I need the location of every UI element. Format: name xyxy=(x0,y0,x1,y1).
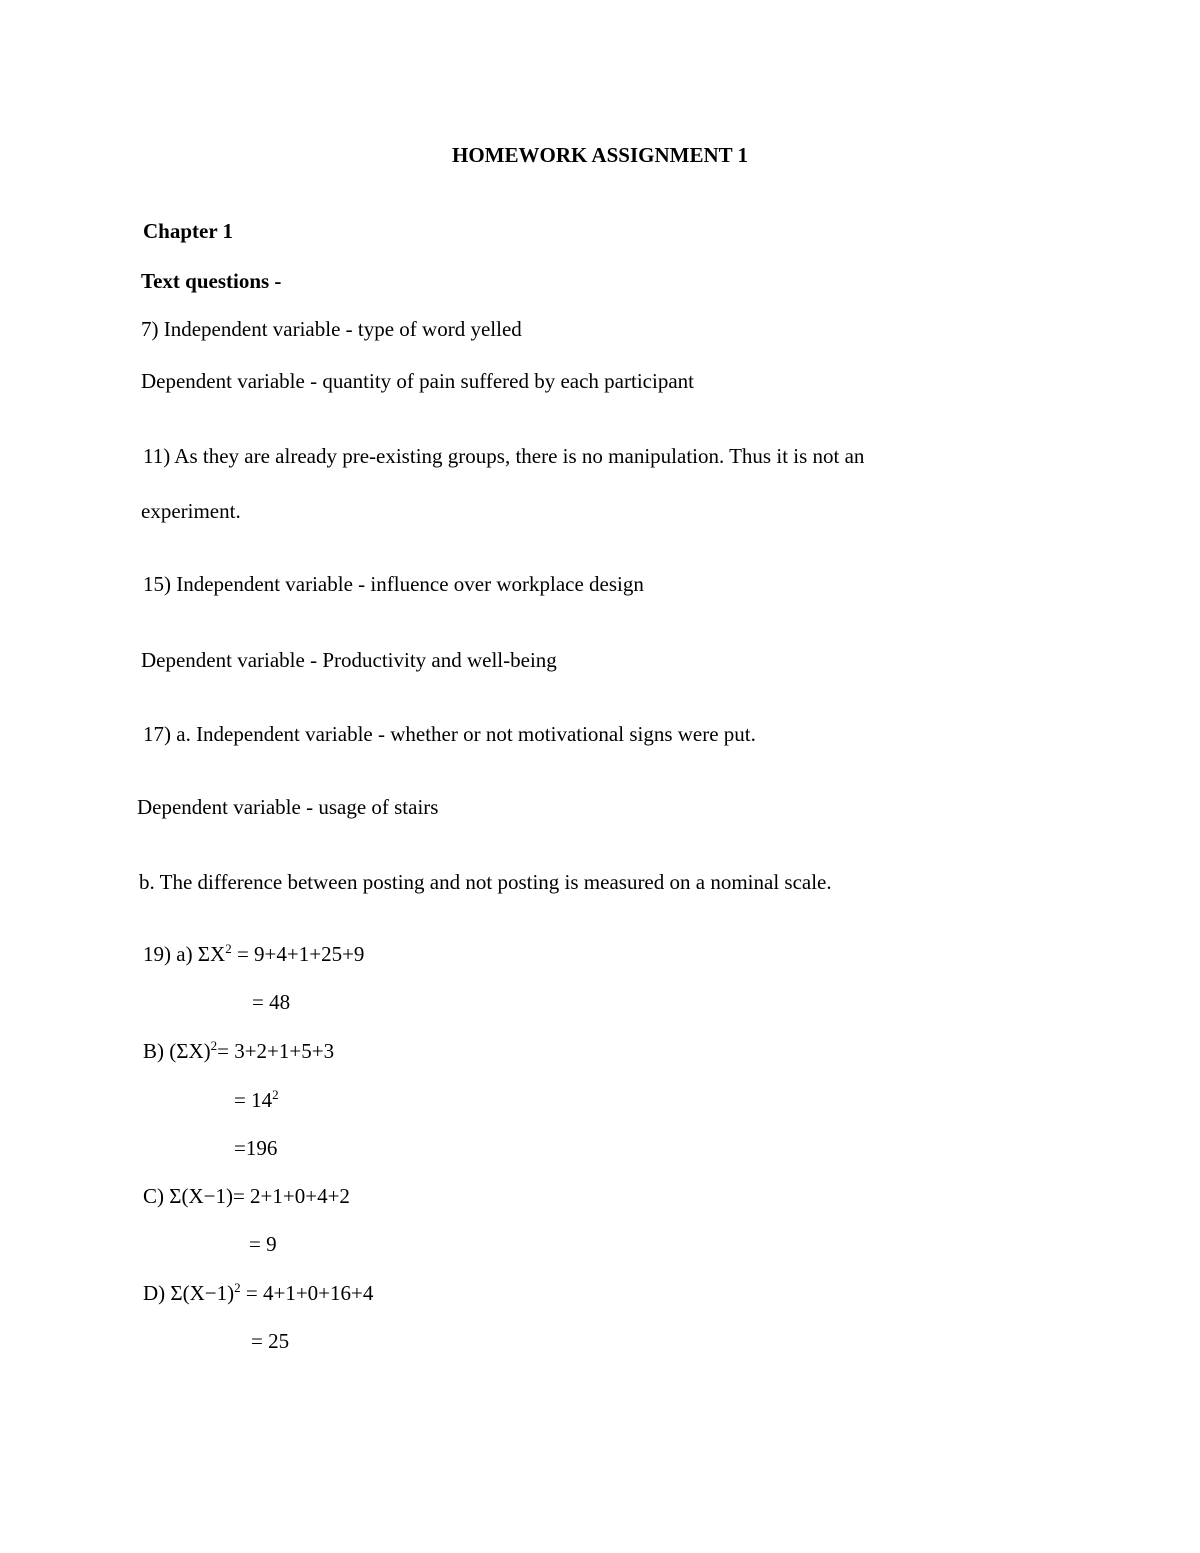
answer-19b-sum: = 3+2+1+5+3 xyxy=(217,1039,335,1063)
answer-17a-independent-variable: 17) a. Independent variable - whether or not motivational signs were put. xyxy=(143,722,756,746)
section-heading-text-questions: Text questions - xyxy=(141,269,282,293)
answer-19b-result: =196 xyxy=(234,1136,278,1160)
answer-19d-equation xyxy=(143,1280,373,1306)
answer-19a-result: = 48 xyxy=(252,990,291,1014)
answer-19a-equation xyxy=(143,941,364,967)
answer-19c-equation: C) Σ(X−1)= 2+1+0+4+2 xyxy=(143,1184,350,1208)
answer-19b-prefix: B) (ΣX) xyxy=(143,1039,211,1063)
answer-19d-exponent: 2 xyxy=(234,1280,241,1295)
answer-17b: b. The difference between posting and not posting is measured on a nominal scale. xyxy=(139,870,832,894)
answer-19a-exponent: 2 xyxy=(225,941,232,956)
answer-15-independent-variable: 15) Independent variable - influence over workplace design xyxy=(143,572,644,596)
chapter-heading: Chapter 1 xyxy=(143,219,234,243)
answer-7-dependent-variable: Dependent variable - quantity of pain suffered by each participant xyxy=(141,369,694,393)
answer-19c-result: = 9 xyxy=(249,1232,277,1256)
answer-19a-prefix: 19) a) ΣX xyxy=(143,942,226,966)
answer-11-line-1: 11) As they are already pre-existing groups, there is no manipulation. Thus it is not an xyxy=(143,444,865,468)
answer-19b-step-exponent: 2 xyxy=(272,1087,279,1102)
answer-11-line-2: experiment. xyxy=(141,499,241,523)
answer-19a-sum: = 9+4+1+25+9 xyxy=(231,942,365,966)
answer-19b-step-base: = 14 xyxy=(234,1088,273,1112)
answer-7-independent-variable: 7) Independent variable - type of word yelled xyxy=(141,317,522,341)
answer-19d-sum: = 4+1+0+16+4 xyxy=(240,1281,374,1305)
answer-19d-prefix: D) Σ(X−1) xyxy=(143,1281,235,1305)
answer-15-dependent-variable: Dependent variable - Productivity and well-being xyxy=(141,648,557,672)
answer-19b-equation xyxy=(143,1038,334,1064)
page-title: HOMEWORK ASSIGNMENT 1 xyxy=(452,143,748,167)
answer-19d-result: = 25 xyxy=(251,1329,290,1353)
answer-17-dependent-variable: Dependent variable - usage of stairs xyxy=(137,795,439,819)
answer-19b-exponent: 2 xyxy=(210,1038,218,1053)
answer-19b-step xyxy=(234,1087,279,1113)
